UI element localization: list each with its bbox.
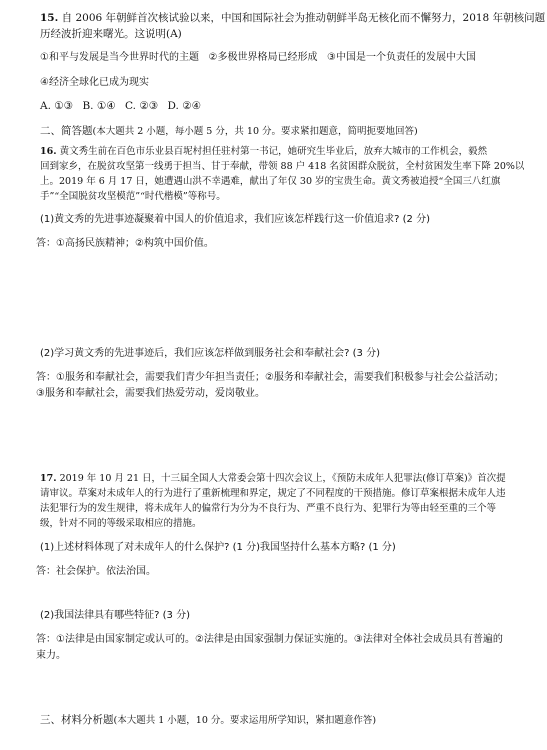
question-number: 17. xyxy=(40,473,57,484)
material-line: 上。2019 年 6 月 17 日，她遭遇山洪不幸遇难，献出了年仅 30 岁的宝贵生命。黄文秀被追授“全国三八红旗 xyxy=(40,176,501,187)
question-number: 15. xyxy=(40,12,59,24)
choice-b: B. ①④ xyxy=(82,100,116,112)
question-16-sub2: (2)学习黄文秀的先进事迹后，我们应该怎样做到服务社会和奉献社会? (3 分) xyxy=(40,348,380,359)
answer-line: 答：①服务和奉献社会，需要我们青少年担当责任；②服务和奉献社会，需要我们积极参与社会公益活动； xyxy=(36,372,504,383)
section-note: (本大题共 2 小题，每小题 5 分，共 10 分。要求紧扣题意，简明扼要地回答) xyxy=(92,126,418,137)
question-stem: 自 2006 年朝鲜首次核试验以来，中国和国际社会为推动朝鲜半岛无核化而不懈努力，2018 年朝核问题 xyxy=(61,12,546,24)
question-16-sub1: (1)黄文秀的先进事迹凝聚着中国人的价值追求，我们应该怎样践行这一价值追求? (2 分) xyxy=(40,214,430,225)
choice-d: D. ②④ xyxy=(167,100,202,112)
question-16-sub1-answer: 答：①高扬民族精神；②构筑中国价值。 xyxy=(36,238,214,249)
section-3-header xyxy=(40,712,535,728)
choice-a: A. ①③ xyxy=(40,100,74,112)
material-line: 回到家乡，在脱贫攻坚第一线勇于担当、甘于奉献，带领 88 户 418 名贫困群众脱贫，全村贫困发生率下降 20%以 xyxy=(40,161,525,172)
section-title: 二、简答题 xyxy=(40,125,93,137)
material-line: 级，针对不同的等级采取相应的措施。 xyxy=(40,518,202,529)
section-note: (本大题共 1 小题，10 分。要求运用所学知识，紧扣题意作答) xyxy=(113,715,377,726)
option-statement-2: ②多极世界格局已经形成 xyxy=(208,52,318,63)
question-16-material xyxy=(40,144,535,204)
question-15 xyxy=(40,10,546,42)
option-statement-4: ④经济全球化已成为现实 xyxy=(40,77,149,88)
answer-line: ③服务和奉献社会，需要我们热爱劳动，爱岗敬业。 xyxy=(36,388,265,399)
question-stem-continued: 历经波折迎来曙光。这说明(A) xyxy=(40,28,182,40)
choice-c: C. ②③ xyxy=(125,100,159,112)
answer-line: 答：①法律是由国家制定或认可的。②法律是由国家强制力保证实施的。③法律对全体社会成员具有普遍的 xyxy=(36,634,503,645)
question-15-options-row1 xyxy=(40,50,535,66)
material-line: 黄文秀生前在百色市乐业县百坭村担任驻村第一书记，她研究生毕业后，放弃大城市的工作机会，毅然 xyxy=(59,146,488,157)
answer-line: 束力。 xyxy=(36,650,66,661)
question-17-sub2: (2)我国法律具有哪些特征? (3 分) xyxy=(40,610,190,621)
option-statement-3: ③中国是一个负责任的发展中大国 xyxy=(327,52,476,63)
question-16-sub2-answer xyxy=(36,370,531,402)
question-15-choices xyxy=(40,98,535,114)
question-17-sub1-answer: 答：社会保护。依法治国。 xyxy=(36,566,156,577)
material-line: 请审议。草案对未成年人的行为进行了重新梳理和界定，规定了不同程度的干预措施。修订草案根据未成年人违 xyxy=(40,488,506,499)
question-17-sub2-answer xyxy=(36,632,531,664)
section-title: 三、材料分析题 xyxy=(40,714,114,726)
material-line: 手”“全国脱贫攻坚模范”“时代楷模”等称号。 xyxy=(40,191,226,202)
section-2-header xyxy=(40,123,535,139)
material-line: 法犯罪行为的发生规律，将未成年人的偏常行为分为不良行为、严重不良行为、犯罪行为等由轻至重的三个等 xyxy=(40,503,497,514)
option-statement-1: ①和平与发展是当今世界时代的主题 xyxy=(40,52,199,63)
material-line: 2019 年 10 月 21 日，十三届全国人大常委会第十四次会议上，《预防未成年人犯罪法(修订草案)》首次提 xyxy=(59,473,506,484)
question-17-sub1: (1)上述材料体现了对未成年人的什么保护? (1 分)我国坚持什么基本方略? (1 分) xyxy=(40,542,396,553)
question-17-material xyxy=(40,471,535,531)
question-number: 16. xyxy=(40,146,57,157)
